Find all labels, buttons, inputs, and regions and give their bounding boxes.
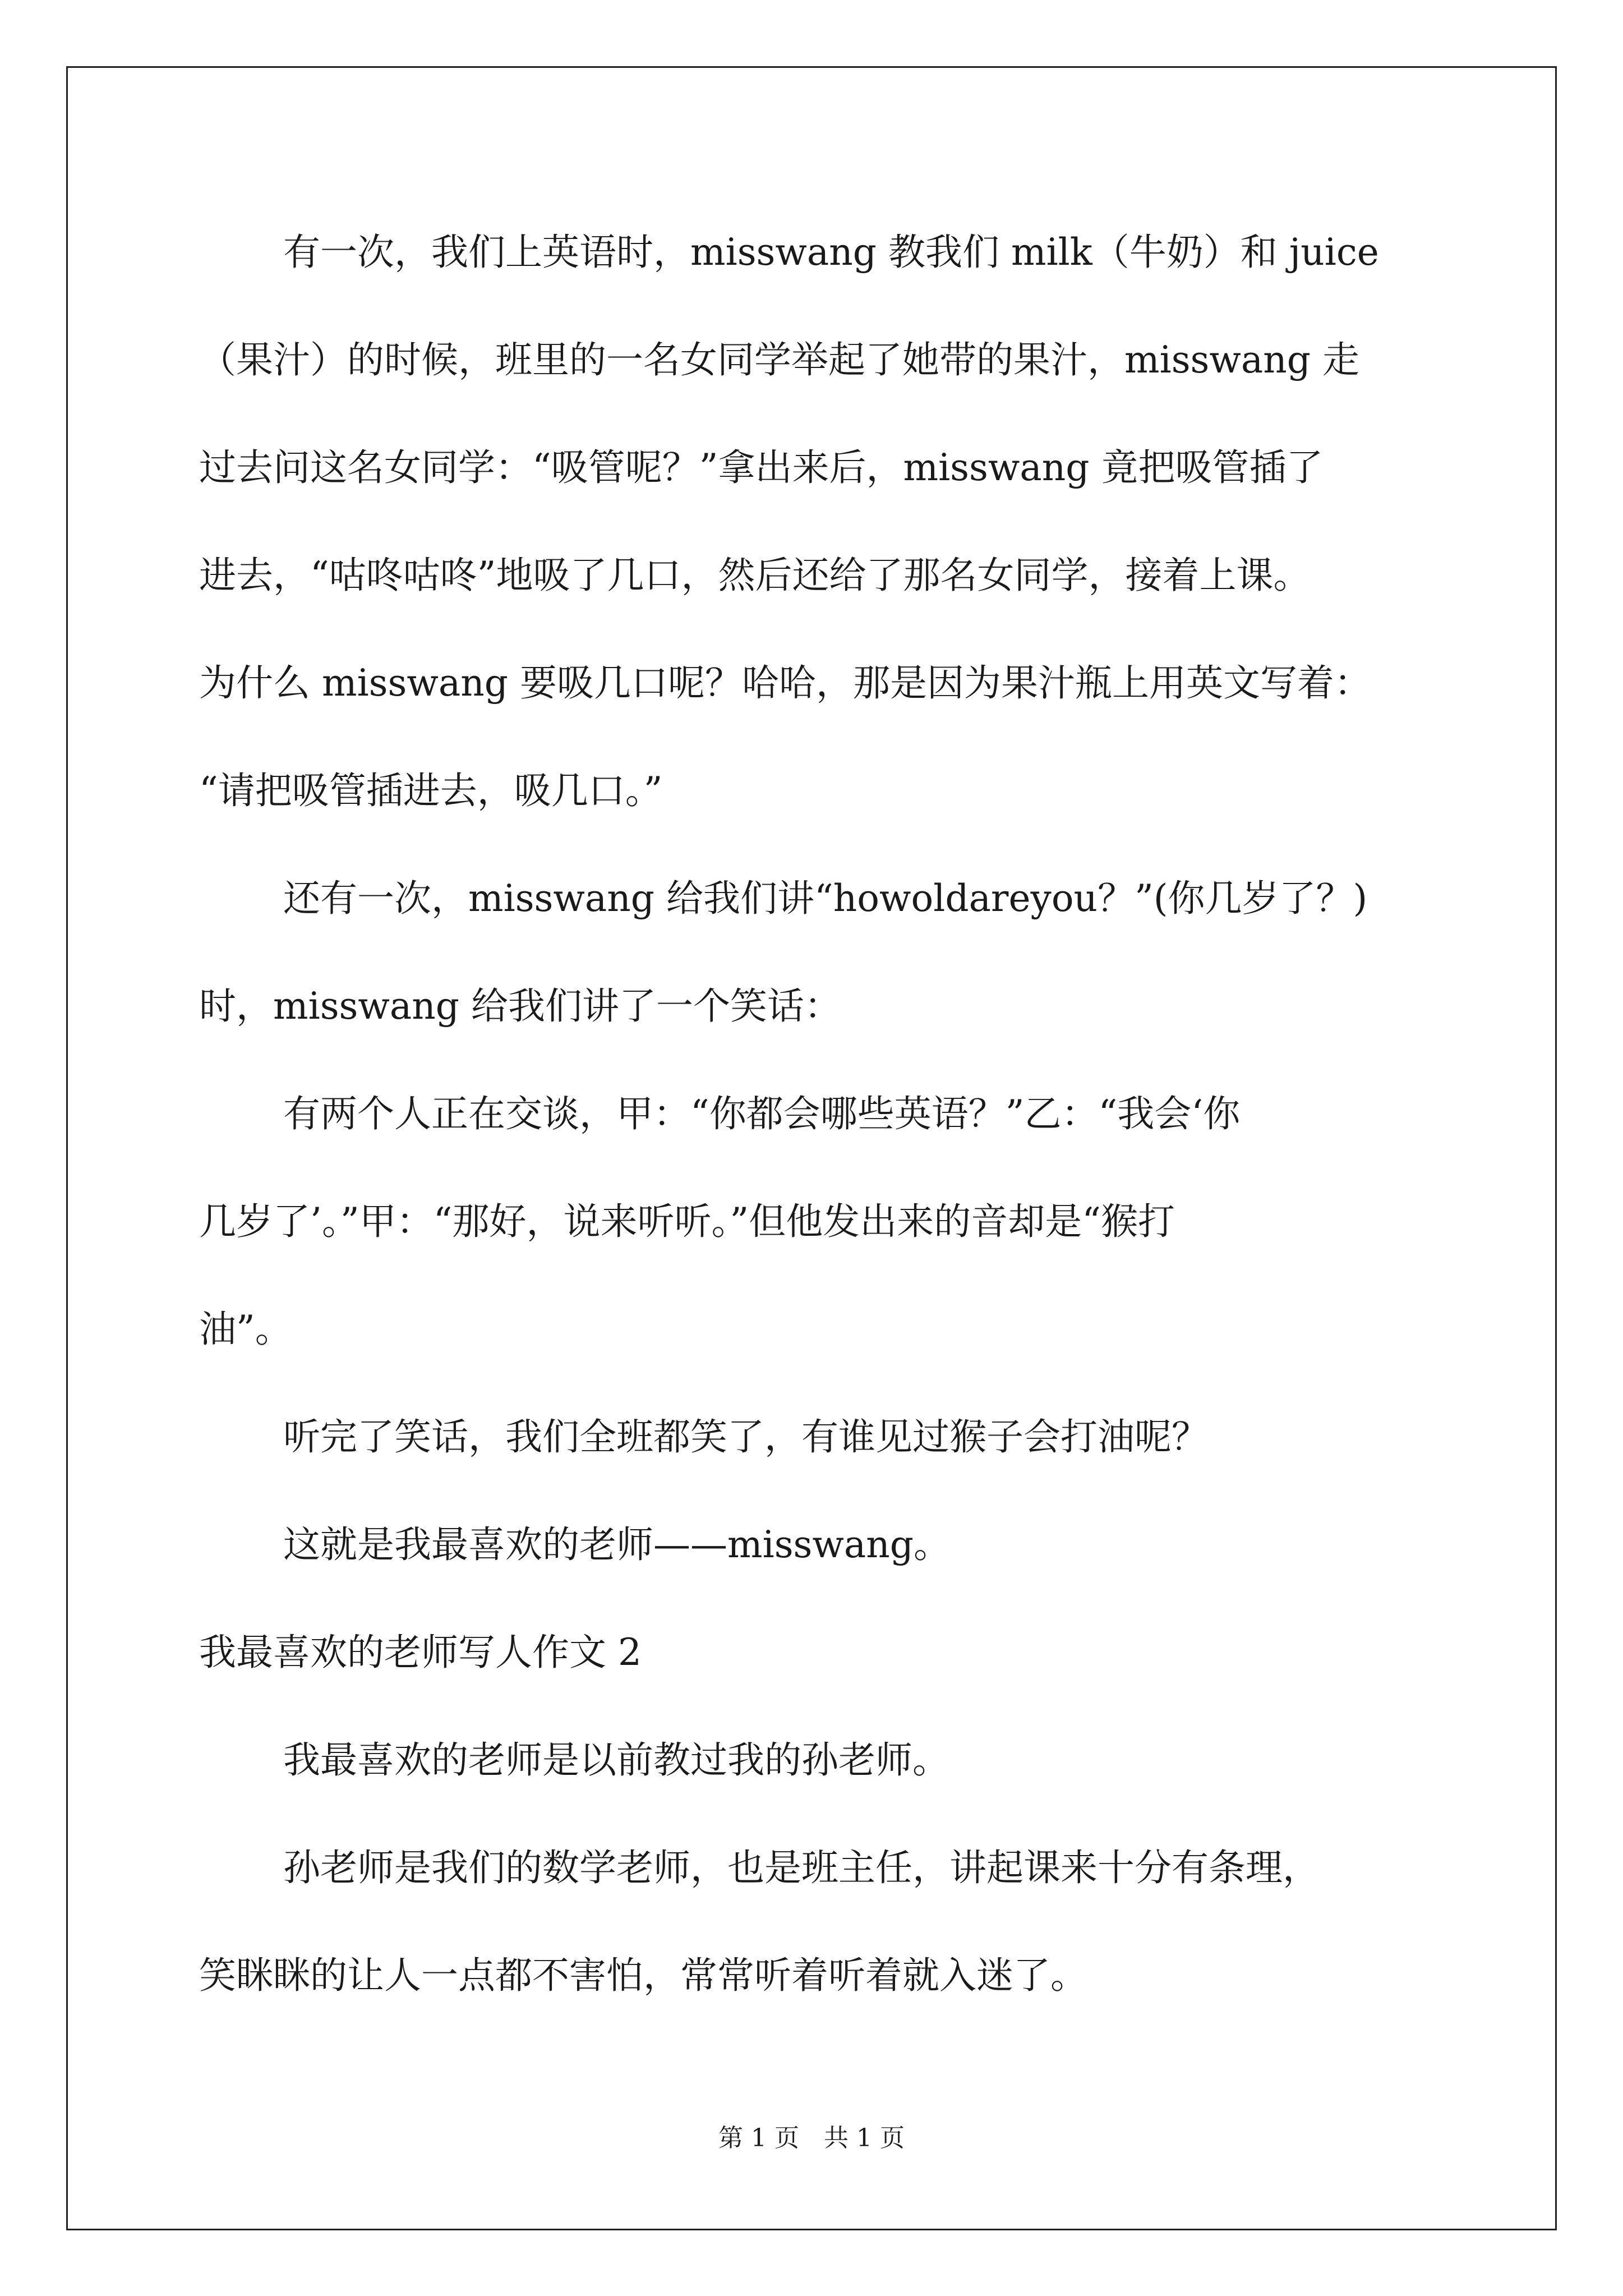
page-footer: 第 1 页 共 1 页	[718, 2124, 905, 2152]
section-heading: 我最喜欢的老师写人作文 2	[199, 1631, 642, 1674]
paragraph-line: 进去，“咕咚咕咚”地吸了几口，然后还给了那名女同学，接着上课。	[199, 554, 1311, 597]
paragraph-line: 有两个人正在交谈，甲：“你都会哪些英语？”乙：“我会‘你	[283, 1092, 1241, 1135]
paragraph-line: 笑眯眯的让人一点都不害怕，常常听着听着就入迷了。	[199, 1954, 1087, 1997]
paragraph-line: 这就是我最喜欢的老师——misswang。	[283, 1523, 951, 1566]
paragraph-line: （果汁）的时候，班里的一名女同学举起了她带的果汁，misswang 走	[199, 338, 1360, 381]
paragraph-line: 还有一次，misswang 给我们讲“howoldareyou？”(你几岁了？)	[283, 877, 1368, 920]
paragraph-line: 时，misswang 给我们讲了一个笑话：	[199, 984, 842, 1028]
paragraph-line: 听完了笑话，我们全班都笑了，有谁见过猴子会打油呢？	[283, 1415, 1209, 1458]
paragraph-line: 孙老师是我们的数学老师，也是班主任，讲起课来十分有条理，	[283, 1846, 1320, 1889]
paragraph-line: 我最喜欢的老师是以前教过我的孙老师。	[283, 1738, 949, 1782]
paragraph-line: 有一次，我们上英语时，misswang 教我们 milk（牛奶）和 juice	[283, 231, 1379, 274]
document-body	[199, 222, 1430, 2053]
paragraph-line: 几岁了’。”甲：“那好，说来听听。”但他发出来的音却是“猴打	[199, 1200, 1175, 1243]
paragraph-line: 为什么 misswang 要吸几口呢？哈哈，那是因为果汁瓶上用英文写着：	[199, 661, 1371, 705]
paragraph-line: 油”。	[199, 1308, 292, 1351]
paragraph-line: 过去问这名女同学：“吸管呢？”拿出来后，misswang 竟把吸管插了	[199, 446, 1324, 489]
paragraph-line: “请把吸管插进去，吸几口。”	[199, 769, 663, 812]
